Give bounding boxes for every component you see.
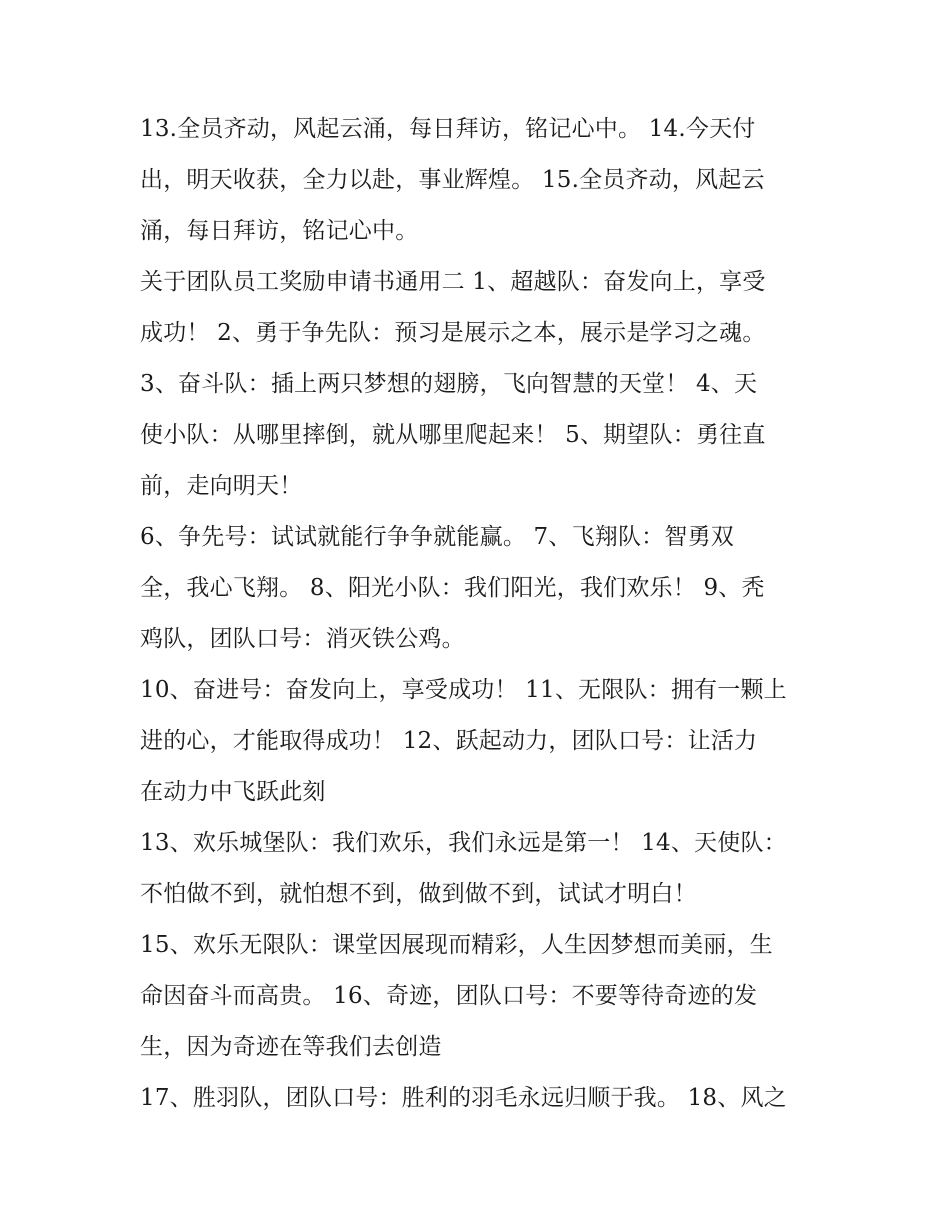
text-line: 关于团队员工奖励申请书通用二 1、超越队：奋发向上，享受 [140,269,766,295]
text-line: 15、欢乐无限队：课堂因展现而精彩，人生因梦想而美丽，生 [140,932,773,958]
text-line: 出，明天收获，全力以赴，事业辉煌。 15.全员齐动，风起云 [140,167,765,193]
text-line: 17、胜羽队，团队口号：胜利的羽毛永远归顺于我。 18、风之 [140,1085,787,1111]
text-line: 3、奋斗队：插上两只梦想的翅膀，飞向智慧的天堂！ 4、天 [140,371,758,397]
text-line: 成功！ 2、勇于争先队：预习是展示之本，展示是学习之魂。 [140,320,766,346]
text-line: 不怕做不到，就怕想不到，做到做不到，试试才明白！ [140,881,697,907]
text-line: 鸡队，团队口号：消灭铁公鸡。 [140,626,465,652]
text-line: 进的心，才能取得成功！ 12、跃起动力，团队口号：让活力 [140,728,758,754]
text-line: 命因奋斗而高贵。 16、奇迹，团队口号：不要等待奇迹的发 [140,983,758,1009]
text-line: 6、争先号：试试就能行争争就能赢。 7、飞翔队：智勇双 [140,524,734,550]
text-line: 全，我心飞翔。 8、阳光小队：我们阳光，我们欢乐！ 9、秃 [140,575,765,601]
text-line: 10、奋进号：奋发向上，享受成功！ 11、无限队：拥有一颗上 [140,677,787,703]
text-line: 前，走向明天！ [140,473,303,499]
text-line: 涌，每日拜访，铭记心中。 [140,218,419,244]
document-body [140,104,820,1124]
text-line: 使小队：从哪里摔倒，就从哪里爬起来！ 5、期望队：勇往直 [140,422,766,448]
text-line: 13.全员齐动，风起云涌，每日拜访，铭记心中。 14.今天付 [140,116,756,142]
text-line: 13、欢乐城堡队：我们欢乐，我们永远是第一！ 14、天使队： [140,830,787,856]
text-line: 生，因为奇迹在等我们去创造 [140,1034,442,1060]
text-line: 在动力中飞跃此刻 [140,779,326,805]
